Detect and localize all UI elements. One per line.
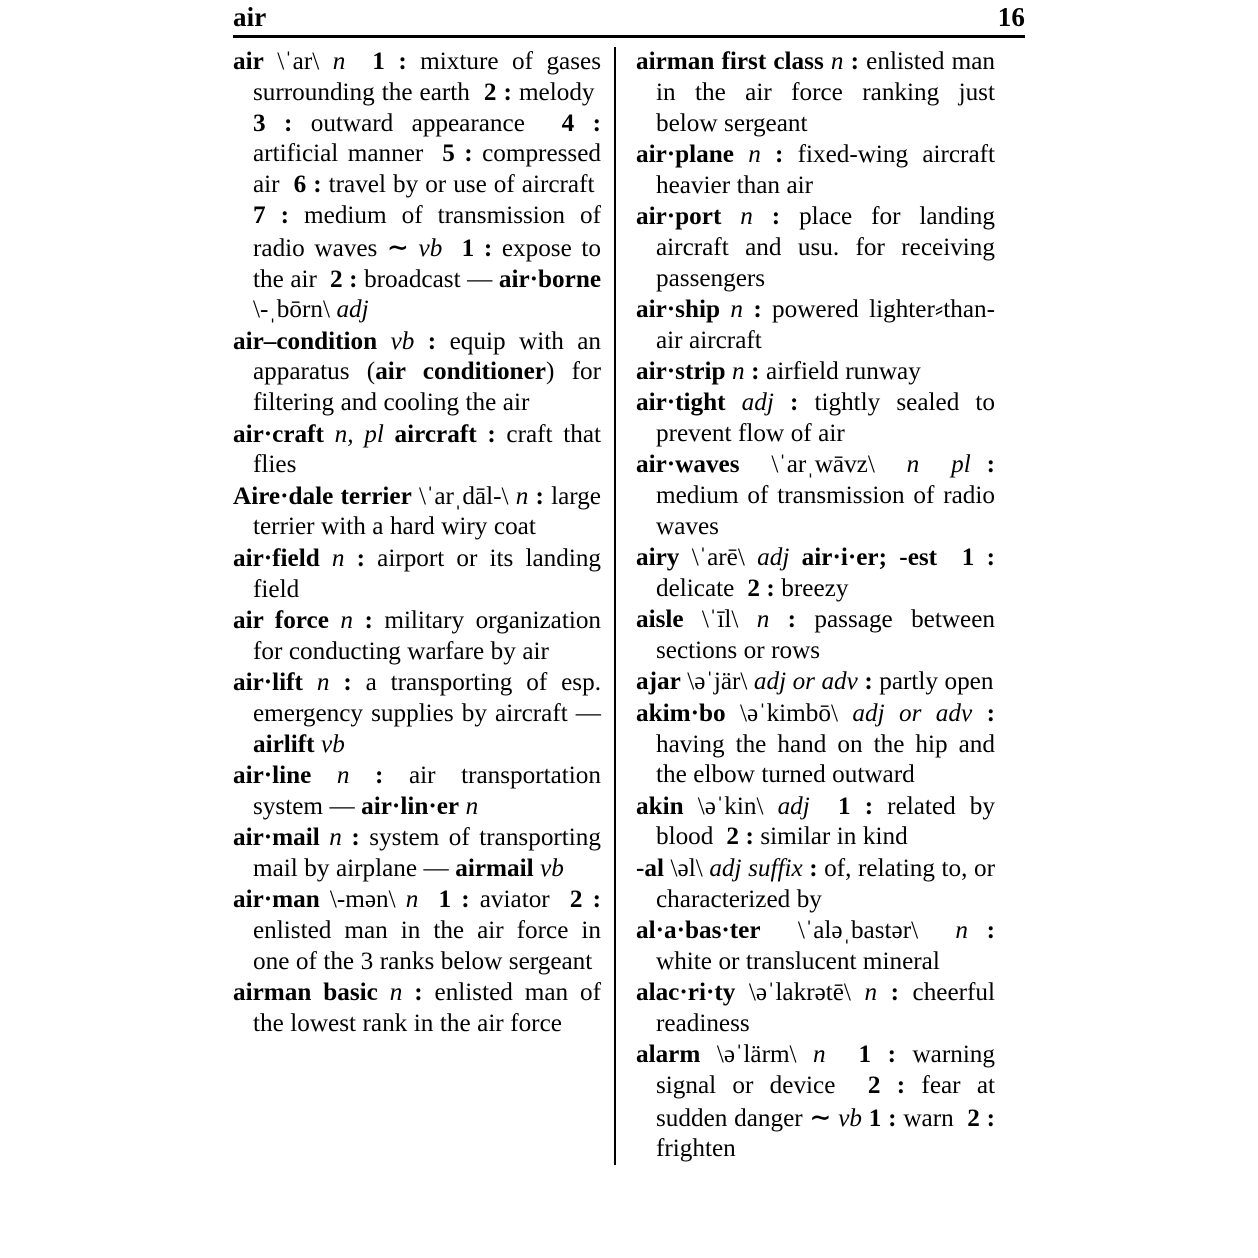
dictionary-entry: air·field n : airport or its landing field <box>233 544 602 603</box>
dictionary-entry: air·plane n : fixed-wing aircraft heavier than air <box>636 140 996 199</box>
dictionary-entry: air·mail n : system of transporting mail by airplane — airmail vb <box>233 823 601 882</box>
dictionary-entry: air·man \-mən\ n 1 : aviator 2 : enlisted man in the air force in one of the 3 ranks below sergeant <box>233 886 601 975</box>
header-rule <box>233 35 1025 38</box>
dictionary-entry: alac·ri·ty \əˈlakrətē\ n : cheerful readiness <box>636 978 996 1037</box>
dictionary-entry: air·line n : air transportation system — air·lin·er n <box>233 761 601 820</box>
dictionary-entry: air·strip n : airfield runway <box>636 357 921 385</box>
dictionary-entry: akin \əˈkin\ adj 1 : related by blood 2 : similar in kind <box>636 792 995 851</box>
dictionary-entry: alarm \əˈlärm\ n 1 : warning signal or device 2 : fear at sudden danger ∼ vb 1 : warn 2 : frighten <box>636 1041 996 1163</box>
column-container <box>233 47 1025 1165</box>
dictionary-entry: akim·bo \əˈkimbō\ adj or adv : having the hand on the hip and the elbow turned outward <box>636 699 995 789</box>
dictionary-entry: airy \ˈarē\ adj air·i·er; -est 1 : delicate 2 : breezy <box>636 544 996 603</box>
dictionary-entry: air·waves \ˈarˌwāvz\ n pl : medium of transmission of radio waves <box>636 451 996 540</box>
dictionary-entry: air·ship n : powered lighter⸗than-air aircraft <box>636 295 996 354</box>
dictionary-entry: Aire·dale terrier \ˈarˌdāl-\ n : large terrier with a hard wiry coat <box>233 482 601 541</box>
dictionary-entry: air–condition vb : equip with an apparatus (air conditioner) for filtering and cooling the air <box>233 327 601 417</box>
dictionary-entry: al·a·bas·ter \ˈaləˌbastər\ n : white or translucent mineral <box>636 916 995 975</box>
running-head <box>233 0 1025 34</box>
dictionary-entry: aisle \ˈīl\ n : passage between sections or rows <box>636 606 995 665</box>
dictionary-entry: ajar \əˈjär\ adj or adv : partly open <box>636 668 994 696</box>
dictionary-entry: airman basic n : enlisted man of the lowest rank in the air force <box>233 978 602 1037</box>
dictionary-entry: air \ˈar\ n 1 : mixture of gases surrounding the earth 2 : melody 3 : outward appearance 4 : artificial manner 5 : compressed air 6 : travel by or use of aircraft 7 : medium of transmission of radio waves ∼ vb 1 : expose to the air 2 : broadcast — air·borne \-ˌbōrn\ adj <box>233 48 602 324</box>
page-number: 16 <box>997 2 1025 32</box>
dictionary-entry: air·craft n, pl aircraft : craft that flies <box>233 420 602 479</box>
dictionary-entry: air·tight adj : tightly sealed to prevent flow of air <box>636 389 996 448</box>
column-right <box>614 47 995 1165</box>
column-left <box>233 47 614 1165</box>
dictionary-entry: air·port n : place for landing aircraft and usu. for receiving passengers <box>636 202 995 292</box>
dictionary-entry: -al \əl\ adj suffix : of, relating to, or characterized by <box>636 854 995 913</box>
running-head-word: air <box>233 2 267 32</box>
dictionary-entry: air force n : military organization for conducting warfare by air <box>233 606 602 665</box>
dictionary-entry: air·lift n : a transporting of esp. emergency supplies by aircraft — airlift vb <box>233 668 601 758</box>
dictionary-entry: airman first class n : enlisted man in the air force ranking just below sergeant <box>636 48 996 137</box>
